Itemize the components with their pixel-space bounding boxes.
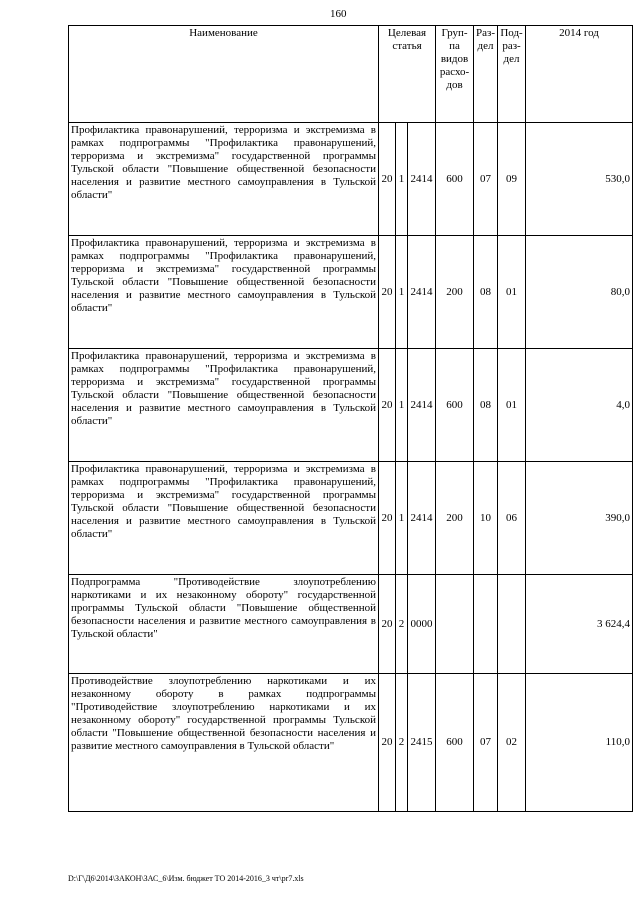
amount-2014: 80,0 — [526, 236, 633, 349]
amount-2014: 3 624,4 — [526, 575, 633, 674]
section-code: 07 — [474, 123, 498, 236]
table-row — [69, 236, 633, 349]
subsection-code — [498, 575, 526, 674]
row-name: Профилактика правонарушений, терроризма и экстремизма в рамках подпрограммы "Профилактика правонарушений, терроризма и экстремизма" государственной программы Тульской области "Повышение общественной безопасности населения и развитие местного самоуправления в Тульской области" — [69, 349, 379, 462]
subsection-code: 06 — [498, 462, 526, 575]
target-article-part3: 2414 — [408, 349, 436, 462]
target-article-part1: 20 — [379, 236, 396, 349]
target-article-part1: 20 — [379, 349, 396, 462]
target-article-part3: 0000 — [408, 575, 436, 674]
row-name: Профилактика правонарушений, терроризма и экстремизма в рамках подпрограммы "Профилактика правонарушений, терроризма и экстремизма" государственной программы Тульской области "Повышение общественной безопасности населения и развитие местного самоуправления в Тульской области" — [69, 123, 379, 236]
target-article-part2: 2 — [396, 674, 408, 812]
row-name: Подпрограмма "Противодействие злоупотреблению наркотиками и их незаконному обороту" государственной программы Тульской области "Повышение общественной безопасности населения и развитие местного самоуправления в Тульской области" — [69, 575, 379, 674]
subsection-code: 09 — [498, 123, 526, 236]
target-article-part3: 2414 — [408, 236, 436, 349]
section-code: 08 — [474, 349, 498, 462]
header-name: Наименование — [69, 26, 379, 123]
target-article-part3: 2414 — [408, 123, 436, 236]
section-code: 07 — [474, 674, 498, 812]
expense-group: 200 — [436, 462, 474, 575]
row-name: Профилактика правонарушений, терроризма и экстремизма в рамках подпрограммы "Профилактика правонарушений, терроризма и экстремизма" государственной программы Тульской области "Повышение общественной безопасности населения и развитие местного самоуправления в Тульской области" — [69, 236, 379, 349]
table-row — [69, 123, 633, 236]
target-article-part2: 1 — [396, 349, 408, 462]
target-article-part1: 20 — [379, 674, 396, 812]
row-name: Противодействие злоупотреблению наркотиками и их незаконному обороту в рамках подпрограммы "Противодействие злоупотреблению наркотиками и их незаконному обороту" государственной программы Тульской области "Повышение общественной безопасности населения и развитие местного самоуправления в Тульской области" — [69, 674, 379, 812]
target-article-part2: 1 — [396, 236, 408, 349]
expense-group: 200 — [436, 236, 474, 349]
header-year: 2014 год — [526, 26, 633, 123]
header-section: Раз-дел — [474, 26, 498, 123]
page-number: 160 — [330, 8, 347, 20]
target-article-part1: 20 — [379, 462, 396, 575]
row-name: Профилактика правонарушений, терроризма и экстремизма в рамках подпрограммы "Профилактика правонарушений, терроризма и экстремизма" государственной программы Тульской области "Повышение общественной безопасности населения и развитие местного самоуправления в Тульской области" — [69, 462, 379, 575]
table-row — [69, 674, 633, 812]
target-article-part3: 2414 — [408, 462, 436, 575]
amount-2014: 530,0 — [526, 123, 633, 236]
section-code: 08 — [474, 236, 498, 349]
target-article-part2: 1 — [396, 462, 408, 575]
header-target-article: Целевая статья — [379, 26, 436, 123]
expense-group: 600 — [436, 349, 474, 462]
table-row — [69, 462, 633, 575]
amount-2014: 4,0 — [526, 349, 633, 462]
header-subsection: Под-раз-дел — [498, 26, 526, 123]
subsection-code: 01 — [498, 349, 526, 462]
section-code — [474, 575, 498, 674]
target-article-part2: 1 — [396, 123, 408, 236]
amount-2014: 110,0 — [526, 674, 633, 812]
subsection-code: 01 — [498, 236, 526, 349]
header-group: Груп-па видов расхо-дов — [436, 26, 474, 123]
subsection-code: 02 — [498, 674, 526, 812]
table-row — [69, 575, 633, 674]
target-article-part1: 20 — [379, 575, 396, 674]
target-article-part1: 20 — [379, 123, 396, 236]
target-article-part3: 2415 — [408, 674, 436, 812]
section-code: 10 — [474, 462, 498, 575]
expense-group: 600 — [436, 123, 474, 236]
budget-table — [68, 25, 633, 812]
expense-group — [436, 575, 474, 674]
table-row — [69, 349, 633, 462]
amount-2014: 390,0 — [526, 462, 633, 575]
footer-path: D:\Г\Д6\2014\ЗАКОН\ЗАС_6\Изм. бюджет ТО 2014-2016_3 чт\pr7.xls — [68, 874, 304, 883]
expense-group: 600 — [436, 674, 474, 812]
target-article-part2: 2 — [396, 575, 408, 674]
